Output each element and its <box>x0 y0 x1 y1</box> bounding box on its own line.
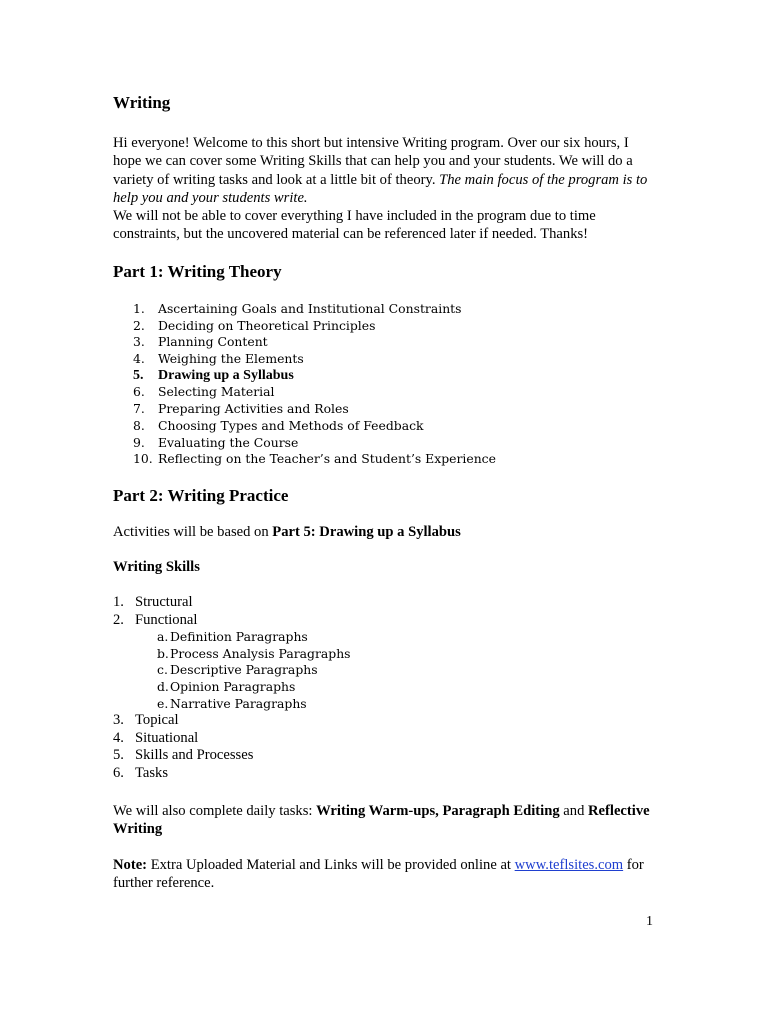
intro-focus-statement: The main focus of the program is to help you and your students write. <box>113 171 648 206</box>
item-text: Situational <box>135 729 199 746</box>
item-number: 2. <box>133 317 145 333</box>
item-number: 6. <box>113 764 124 781</box>
page-number: 1 <box>646 914 653 929</box>
item-text: Selecting Material <box>158 384 275 400</box>
item-text: Choosing Types and Methods of Feedback <box>158 417 424 433</box>
item-letter: c. <box>157 662 168 678</box>
activities-prefix: Activities will be based on <box>113 524 273 540</box>
item-number: 1. <box>133 301 145 316</box>
intro-text: Hi everyone! Welcome to this short but intensive Writing program. Over our six hours, I hope we can cover some Writing Skills that can help you and your students. We will do a variety of writing tasks and look at a little bit of theory. <box>113 135 633 188</box>
item-number: 6. <box>133 384 145 400</box>
item-text: Reflecting on the Teacher’s and Student’s Experience <box>158 451 496 467</box>
item-text: Skills and Processes <box>135 747 254 764</box>
item-text: Tasks <box>135 764 169 781</box>
item-number: 3. <box>133 334 145 350</box>
item-text: Deciding on Theoretical Principles <box>158 317 376 333</box>
item-number: 3. <box>113 712 124 729</box>
part2-heading: Part 2: Writing Practice <box>113 486 289 505</box>
item-text: Definition Paragraphs <box>170 629 308 644</box>
activities-reference: Part 5: Drawing up a Syllabus <box>272 524 461 540</box>
item-text: Planning Content <box>158 334 268 350</box>
item-text: Evaluating the Course <box>158 434 299 450</box>
item-number: 4. <box>133 351 145 367</box>
intro-first-paragraph <box>113 134 658 207</box>
item-letter: a. <box>157 629 169 644</box>
daily-and: and <box>559 803 589 819</box>
website-link[interactable]: www.teflsites.com <box>514 857 624 873</box>
item-text: Narrative Paragraphs <box>170 695 307 711</box>
reflective-writing: Reflective Writing <box>113 803 650 838</box>
activities-line <box>113 524 461 541</box>
item-text: Descriptive Paragraphs <box>170 662 318 678</box>
writing-skills-heading: Writing Skills <box>113 559 200 575</box>
item-text: Structural <box>135 594 193 610</box>
item-number: 5. <box>113 747 124 764</box>
item-number: 9. <box>133 434 145 450</box>
note-text: Extra Uploaded Material and Links will be provided online at <box>147 857 515 873</box>
intro-second-paragraph: We will not be able to cover everything I have included in the program due to time constraints, but the uncovered material can be referenced later if needed. Thanks! <box>113 208 596 243</box>
item-text: Opinion Paragraphs <box>170 679 296 695</box>
item-number: 7. <box>133 401 145 417</box>
note-label: Note: <box>113 857 148 873</box>
item-text: Preparing Activities and Roles <box>158 401 349 417</box>
intro-paragraph <box>113 134 658 244</box>
item-number: 2. <box>113 611 124 628</box>
item-text: Functional <box>135 611 198 628</box>
item-text: Topical <box>135 712 179 729</box>
page-title: Writing <box>113 93 171 112</box>
item-number: 10. <box>133 451 153 467</box>
item-number: 4. <box>113 729 124 746</box>
part1-heading: Part 1: Writing Theory <box>113 262 282 281</box>
note-after: for further reference. <box>113 857 644 892</box>
item-letter: e. <box>157 695 169 711</box>
item-text: Process Analysis Paragraphs <box>170 645 351 661</box>
daily-tasks-bold: Writing Warm-ups, Paragraph Editing <box>316 803 560 819</box>
item-letter: d. <box>157 679 169 695</box>
note-paragraph <box>113 856 658 893</box>
item-letter: b. <box>157 645 169 661</box>
daily-prefix: We will also complete daily tasks: <box>113 803 317 819</box>
item-text: Ascertaining Goals and Institutional Constraints <box>158 301 462 316</box>
item-text: Drawing up a Syllabus <box>158 367 294 383</box>
item-number: 8. <box>133 417 145 433</box>
item-number: 5. <box>133 367 144 383</box>
item-text: Weighing the Elements <box>158 351 304 367</box>
item-number: 1. <box>113 594 124 610</box>
daily-tasks-paragraph <box>113 802 658 839</box>
